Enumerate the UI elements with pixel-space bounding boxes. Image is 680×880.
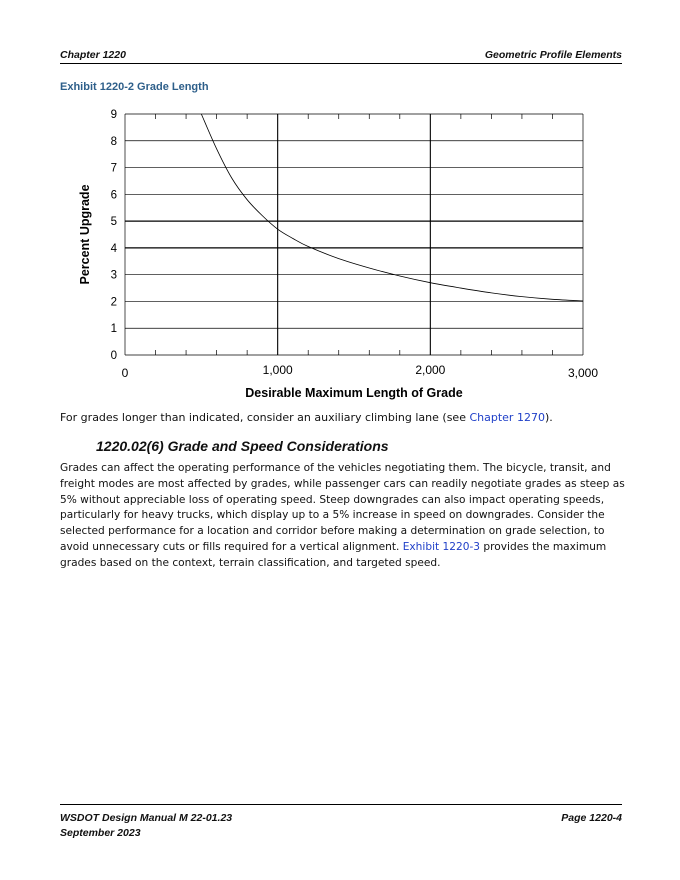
paragraph-text-before: Grades can affect the operating performance of the vehicles negotiating them. The bicycle, transit, and freight modes are most affected by grades, while passenger cars can readily negotiate grades as steep as 5% without appreciable loss of operating speed. Steep downgrades can also impact operating speeds, particularly for heavy trucks, which display up to a 5% increase in speed on downgrades. Consider the selected performance for a location and corridor before making a determination on grade selection, to avoid unnecessary cuts or fills required for a vertical alignment. <box>60 462 625 553</box>
x-tick-label: 3,000 <box>567 366 599 380</box>
x-tick-labels <box>122 363 599 380</box>
chart-series <box>201 114 583 301</box>
x-axis-label: Desirable Maximum Length of Grade <box>245 386 463 400</box>
exhibit-1220-3-link[interactable]: Exhibit 1220-3 <box>402 540 481 553</box>
header-rule <box>60 63 622 64</box>
y-tick-label: 1 <box>110 323 117 336</box>
y-tick-label: 9 <box>110 109 117 121</box>
exhibit-title: Exhibit 1220-2 Grade Length <box>60 81 209 93</box>
header-chapter: Chapter 1220 <box>60 49 126 61</box>
y-tick-label: 8 <box>110 135 117 148</box>
climbing-lane-note <box>60 411 553 424</box>
note-text-after: ). <box>544 411 553 424</box>
y-tick-label: 5 <box>110 216 117 229</box>
header-section: Geometric Profile Elements <box>484 49 622 61</box>
y-tick-labels <box>111 109 118 362</box>
paragraph-text-after: provides the maximum grades based on the context, terrain classification, and targeted speed. <box>60 540 607 569</box>
grade-length-chart <box>60 100 600 400</box>
footer-date: September 2023 <box>60 827 141 839</box>
y-tick-label: 2 <box>110 296 117 309</box>
chart-grid <box>125 114 583 355</box>
y-tick-label: 4 <box>110 242 117 255</box>
note-text-before: For grades longer than indicated, consider an auxiliary climbing lane (see <box>60 411 470 424</box>
footer-page: Page 1220-4 <box>561 812 622 824</box>
footer-manual: WSDOT Design Manual M 22-01.23 <box>60 812 233 824</box>
y-tick-label: 6 <box>110 189 117 202</box>
section-heading: 1220.02(6) Grade and Speed Considerations <box>96 438 389 454</box>
section-paragraph <box>60 461 626 572</box>
footer-rule <box>60 804 622 805</box>
y-tick-label: 3 <box>110 269 117 282</box>
x-tick-label: 2,000 <box>415 363 446 377</box>
grade-length-curve <box>201 114 583 301</box>
x-tick-label: 1,000 <box>262 363 293 377</box>
chapter-1270-link[interactable]: Chapter 1270 <box>469 411 545 424</box>
y-tick-label: 0 <box>110 350 117 362</box>
chart-minor-ticks <box>156 114 553 355</box>
y-tick-label: 7 <box>110 162 117 175</box>
y-axis-label: Percent Upgrade <box>78 184 92 285</box>
x-tick-label: 0 <box>121 366 129 380</box>
